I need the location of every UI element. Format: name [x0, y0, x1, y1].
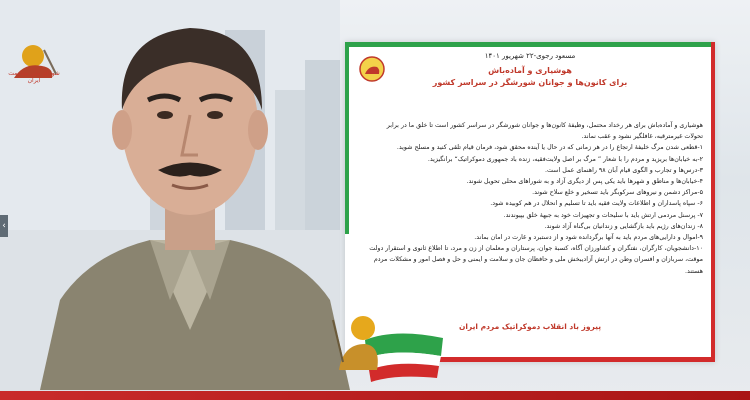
body-line: ۶- سپاه پاسداران و اطلاعات ولایت فقیه باید تا تسلیم و انحلال در هم کوبیده شود.: [490, 200, 703, 208]
body-line: ۱-قطعی شدن مرگ خلیفهٔ ارتجاع را در هر زمانی که در حال یا آینده محقق شود، فرمان قیام تلقی کنید و مسلح شوید.: [396, 144, 703, 152]
body-line: هستند.: [684, 267, 703, 275]
body-line: ۲-به خیابان‌ها بریزید و مردم را با شعار ” مرگ بر اصل ولایت‌فقیه، زنده باد جمهوری دموکراتیک“ برانگیزید.: [427, 155, 703, 163]
lion-and-flag-emblem-icon: [325, 300, 445, 385]
body-line: هوشیاری و آماده‌باش برای هر رخداد محتمل، وظیفهٔ کانون‌ها و جوانان شورشگر در سراسر کشور است تا خلق ما در برابر: [386, 122, 703, 129]
document-body: [357, 120, 703, 277]
body-line: ۹-اموال و دارایی‌های مردم باید به آنها برگردانده شود و از دستبرد و غارت در امان بماند.: [474, 234, 703, 242]
body-line: موقت، سربازان و افسران وطن در ارتش آزادیبخش ملی و حافظان جان و سلامت و ایمنی و حل و فصل امور و مشکلات مردم: [373, 256, 703, 264]
previous-slide-arrow-icon[interactable]: ‹: [0, 215, 8, 237]
body-line: ۷- پرسنل مردمی ارتش باید با سلیحات و تجهیزات خود به جبههٔ خلق بپیوندند.: [503, 211, 703, 219]
emblem-caption: شورای ملی مقاومت ایران: [8, 70, 60, 84]
body-line: تحولات غیرمترقبه، غافلگیر نشود و عقب نماند.: [581, 133, 703, 141]
body-line: ۸- زندان‌های رژیم باید بازگشایی و زندانیان بی‌گناه آزاد شوند.: [544, 222, 703, 230]
document-footer-slogan: پیروز باد انقلاب دموکراتیک مردم ایران: [458, 322, 602, 331]
document-header: [345, 52, 715, 87]
body-line: ۴-خیابان‌ها و مناطق و شهرها باید یکی پس از دیگری آزاد و به شوراهای محلی تحویل شوند.: [466, 178, 703, 186]
bottom-accent-bar: [0, 391, 750, 400]
author-date-line: مسعود رجوی-۲۲ شهریور ۱۴۰۱: [484, 52, 576, 60]
frame-red-right: [711, 42, 715, 362]
body-line: ۵-مراکز دشمن و نیروهای سرکوبگر باید تسخیر و خلع سلاح شوند.: [532, 189, 703, 197]
body-line: ۱۰-دانشجویان، کارگران، نفتگران و کشاورزان آگاه، کسبهٔ جوان، پرستاران و معلمان از زن و مرد، تا اطلاع ثانوی و استقرار دولت: [369, 245, 703, 253]
document-subtitle: برای کانون‌ها و جوانان شورشگر در سراسر کشور: [432, 78, 628, 87]
body-line: ۳-درس‌ها و تجارب و الگوی قیام آبان ۹۸ راهنمای عمل است.: [545, 166, 703, 174]
document-title: هوشیاری و آماده‌باش: [488, 66, 572, 75]
frame-green-top: [345, 42, 715, 47]
